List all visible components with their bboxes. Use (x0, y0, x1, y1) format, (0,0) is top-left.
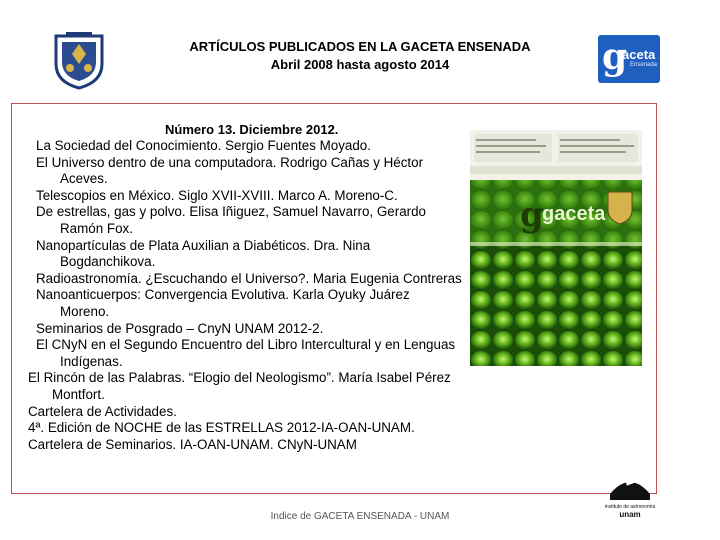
article-item: El Rincón de las Palabras. “Elogio del Neologismo”. María Isabel Pérez Montfort. (28, 370, 451, 402)
gaceta-logo-letter: g (602, 36, 628, 78)
article-item: La Sociedad del Conocimiento. Sergio Fuentes Moyado. (36, 138, 371, 153)
article-item: El CNyN en el Segundo Encuentro del Libro Intercultural y en Lenguas Indígenas. (36, 337, 456, 369)
ia-logo-text: instituto de astronomía (604, 504, 656, 510)
article-item: El Universo dentro de una computadora. Rodrigo Cañas y Héctor Aceves. (36, 154, 424, 187)
gaceta-logo-word: aceta (622, 47, 656, 62)
article-item: Telescopios en México. Siglo XVII-XVIII. Marco A. Moreno-C. (36, 187, 398, 203)
gaceta-logo-sub: Ensenada (630, 62, 658, 68)
article-item: 4ª. Edición de NOCHE de las ESTRELLAS 2012-IA-OAN-UNAM. (28, 420, 415, 436)
issue-heading: Número 13. Diciembre 2012. (165, 122, 339, 137)
article-item: Cartelera de Seminarios. IA-OAN-UNAM. CNyN-UNAM (28, 436, 357, 452)
article-item: Radioastronomía. ¿Escuchando el Universo?. Maria Eugenia Contreras (36, 270, 462, 286)
gaceta-ensenada-logo (598, 35, 660, 83)
cover-masthead: gaceta (542, 203, 606, 225)
article-item: De estrellas, gas y polvo. Elisa Iñiguez, Samuel Navarro, Gerardo Ramón Fox. (36, 204, 426, 236)
article-item: Seminarios de Posgrado – CnyN UNAM 2012-2. (36, 320, 324, 336)
page-title (120, 38, 600, 74)
article-item: Cartelera de Actividades. (28, 403, 177, 419)
gaceta-cover-image (470, 130, 642, 366)
article-item: Nanopartículas de Plata Auxilian a Diabéticos. Dra. Nina Bogdanchikova. (36, 237, 371, 270)
unam-crest-logo (52, 30, 106, 90)
cover-masthead-g: g (520, 195, 544, 235)
title-line-2: Abril 2008 hasta agosto 2014 (270, 57, 450, 72)
title-line-1: ARTÍCULOS PUBLICADOS EN LA GACETA ENSENADA (189, 39, 531, 54)
article-list (28, 138, 462, 453)
article-item: Nanoanticuerpos: Convergencia Evolutiva. Karla Oyuky Juárez Moreno. (36, 287, 410, 319)
ia-logo-unam: unam (619, 510, 641, 519)
footer-caption: Indice de GACETA ENSENADA - UNAM (270, 511, 450, 522)
